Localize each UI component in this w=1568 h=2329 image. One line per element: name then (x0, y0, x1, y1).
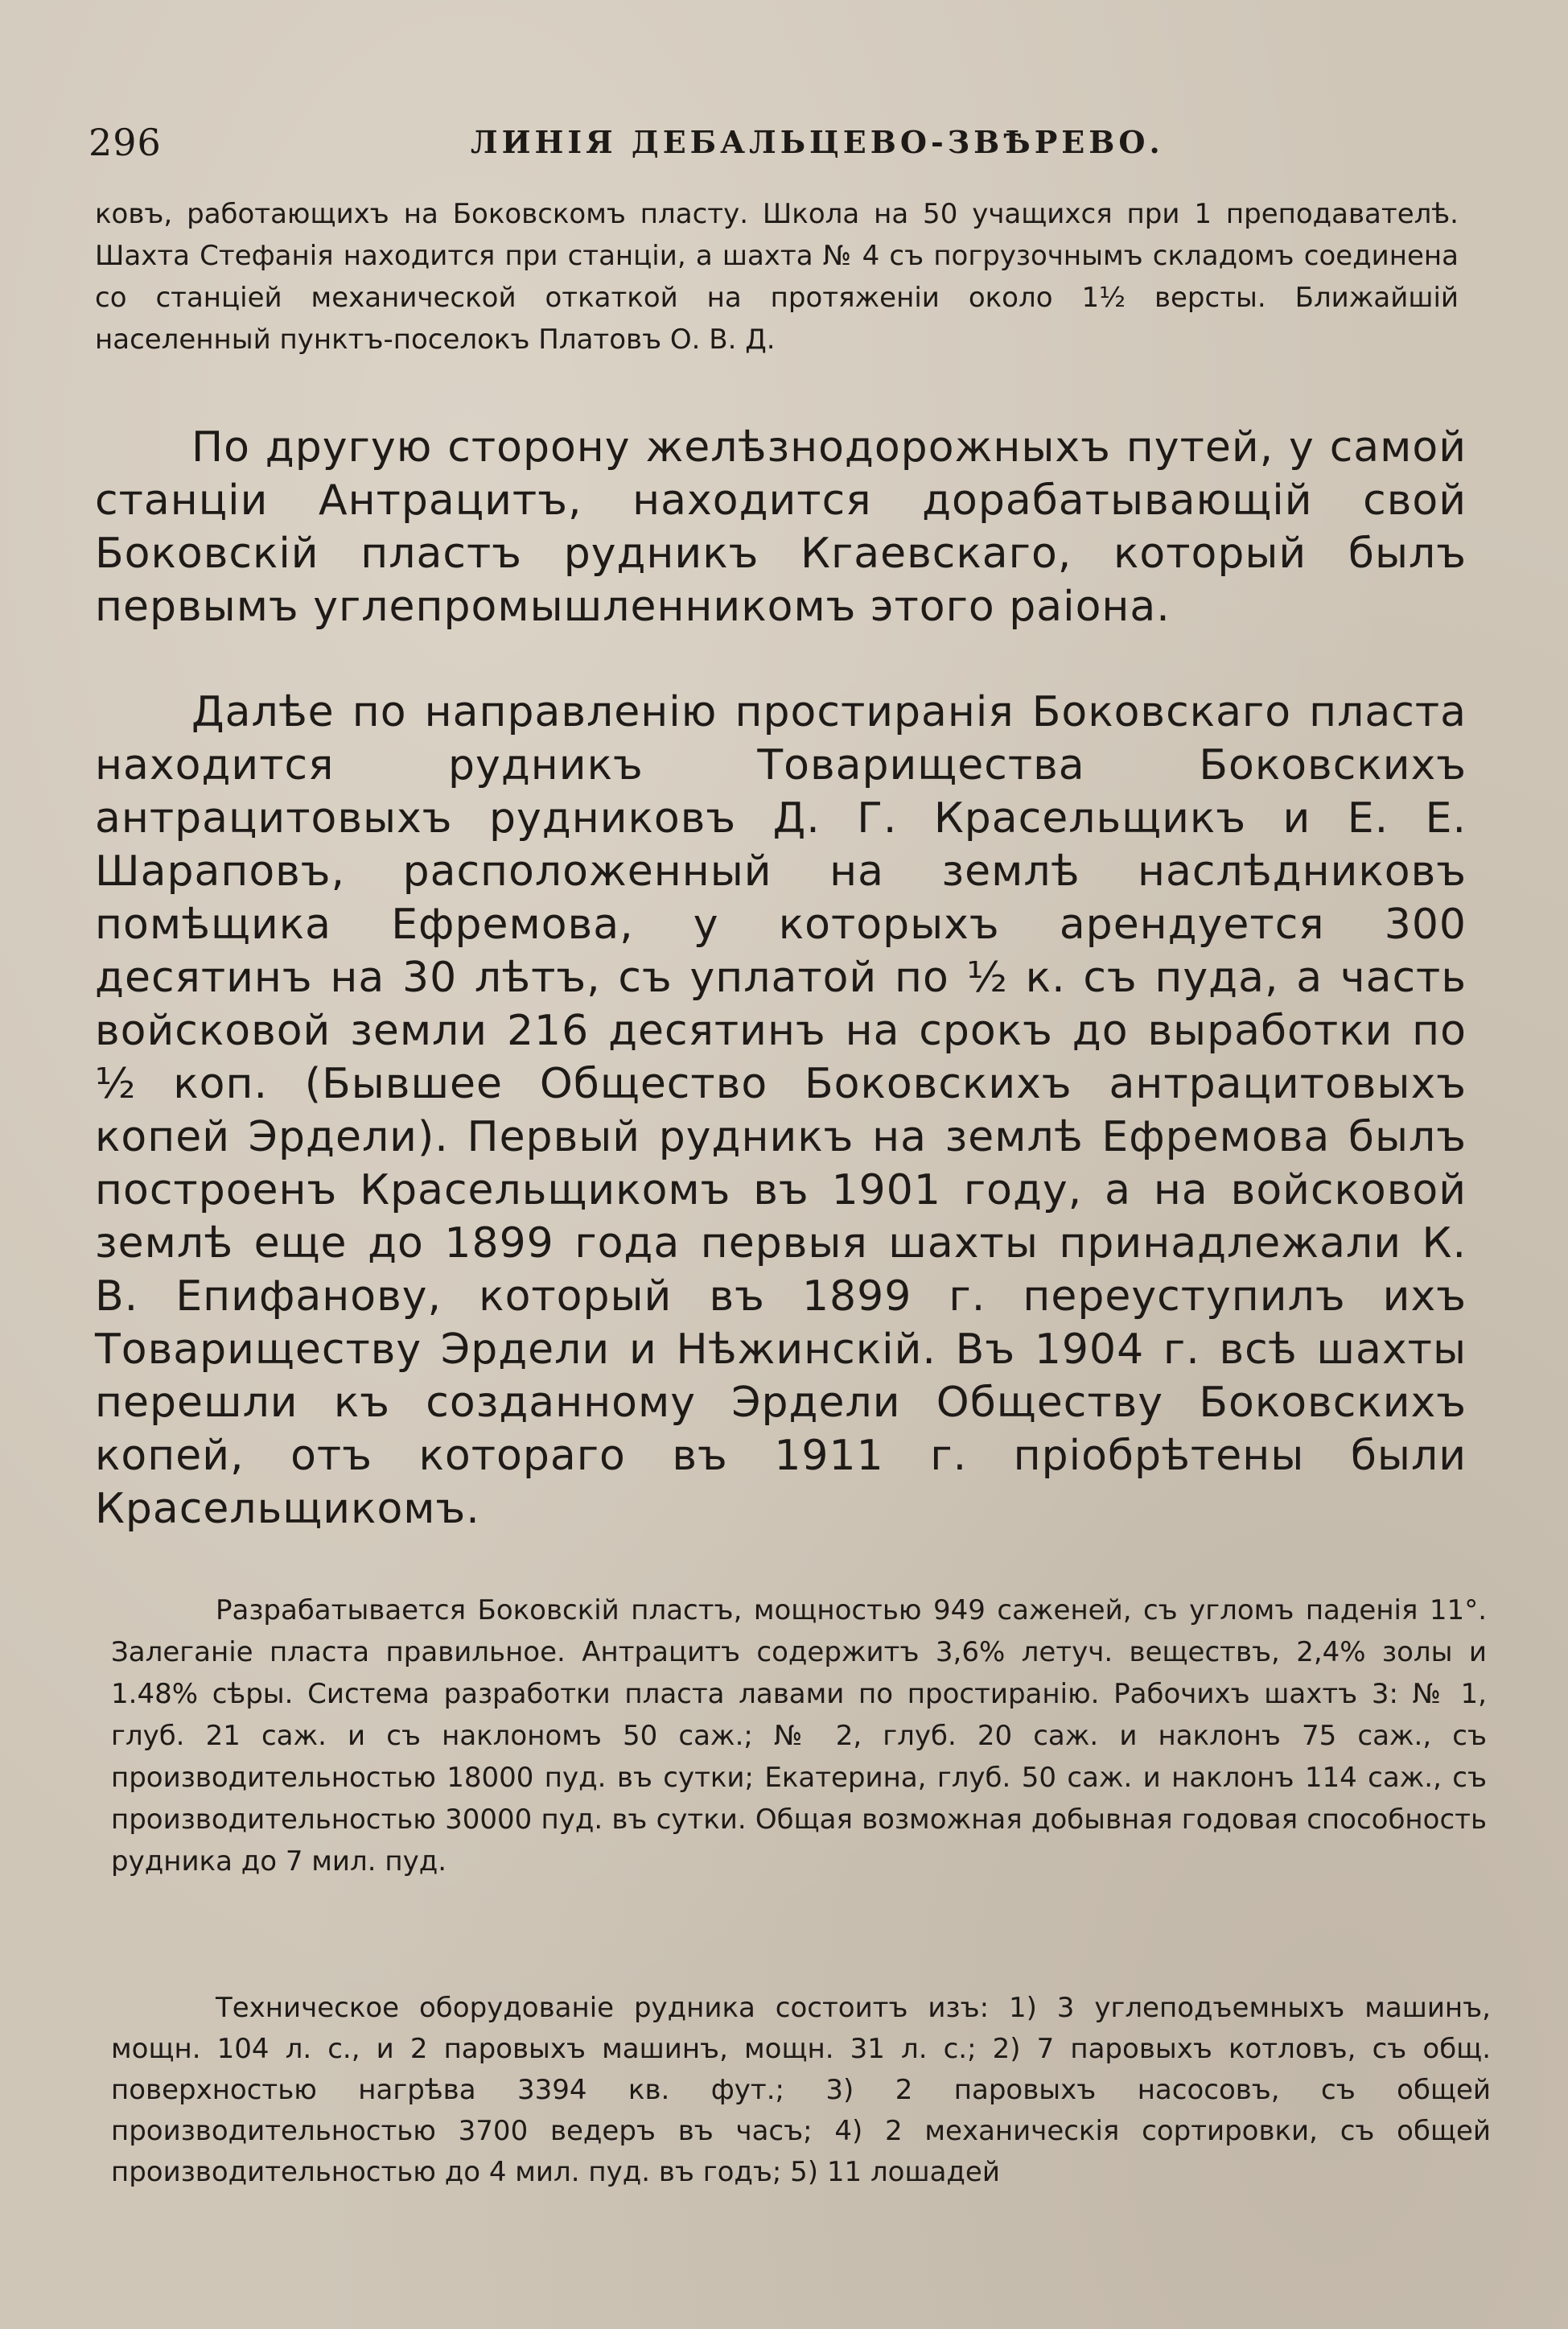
paragraph-text: По другую сторону желѣзнодорожныхъ путей, у самой станціи Антрацитъ, находится дорабатывающій свой Боковскій пластъ рудникъ Кгаевскаго, который былъ первымъ углепромышленникомъ этого раіона. (95, 423, 1467, 631)
page-number: 296 (88, 121, 162, 164)
paragraph-text: Техническое оборудованіе рудника состоитъ изъ: 1) 3 углеподъемныхъ машинъ, мощн. 104 л. с., и 2 паровыхъ машинъ, мощн. 31 л. с.; 2) 7 паровыхъ котловъ, съ общ. поверхностью нагрѣва 3394 кв. фут.; 3) 2 паровыхъ насосовъ, съ общей производительностью 3700 ведеръ въ часъ; 4) 2 механическія сортировки, съ общей производительностью до 4 мил. пуд. въ годъ; 5) 11 лошадей (111, 1992, 1491, 2188)
paragraph-seam-description (111, 1589, 1487, 1882)
paragraph-continuation (95, 193, 1459, 361)
paragraph-krasel-company (95, 686, 1467, 1535)
paragraph-text: ковъ, работающихъ на Боковскомъ пласту. Школа на 50 учащихся при 1 преподавателѣ. Шахта Стефанія находится при станціи, а шахта № 4 съ погрузочнымъ складомъ соединена со станціей механической откаткой на протяженіи около 1½ версты. Ближайшій населенный пунктъ-поселокъ Платовъ О. В. Д. (95, 198, 1459, 356)
paragraph-equipment (111, 1988, 1491, 2193)
paragraph-text: Разрабатывается Боковскій пластъ, мощностью 949 саженей, съ угломъ паденія 11°. Залеганіе пласта правильное. Антрацитъ содержитъ 3,6% летуч. веществъ, 2,4% золы и 1.48% сѣры. Система разработки пласта лавами по простиранію. Рабочихъ шахтъ 3: № 1, глуб. 21 саж. и съ наклономъ 50 саж.; № 2, глуб. 20 саж. и наклонъ 75 саж., съ производительностью 18000 пуд. въ сутки; Екатерина, глуб. 50 саж. и наклонъ 114 саж., съ производительностью 30000 пуд. въ сутки. Общая возможная добывная годовая способность рудника до 7 мил. пуд. (111, 1594, 1487, 1878)
running-title: ЛИНІЯ ДЕБАЛЬЦЕВО-ЗВѢРЕВО. (471, 124, 1164, 160)
paragraph-text: Далѣе по направленію простиранія Боковскаго пласта находится рудникъ Товарищества Боковскихъ антрацитовыхъ рудниковъ Д. Г. Красельщикъ и Е. Е. Шараповъ, расположенный на землѣ наслѣдниковъ помѣщика Ефремова, у которыхъ арендуется 300 десятинъ на 30 лѣтъ, съ уплатой по ½ к. съ пуда, а часть войсковой земли 216 десятинъ на срокъ до выработки по ½ коп. (Бывшее Общество Боковскихъ антрацитовыхъ копей Эрдели). Первый рудникъ на землѣ Ефремова былъ построенъ Красельщикомъ въ 1901 году, а на войсковой землѣ еще до 1899 года первыя шахты принадлежали К. В. Епифанову, который въ 1899 г. переуступилъ ихъ Товариществу Эрдели и Нѣжинскій. Въ 1904 г. всѣ шахты перешли къ созданному Эрдели Обществу Боковскихъ копей, отъ котораго въ 1911 г. пріобрѣтены были Красельщикомъ. (95, 688, 1467, 1533)
paragraph-kgaevsky-mine (95, 421, 1467, 633)
page-header (88, 121, 1456, 177)
